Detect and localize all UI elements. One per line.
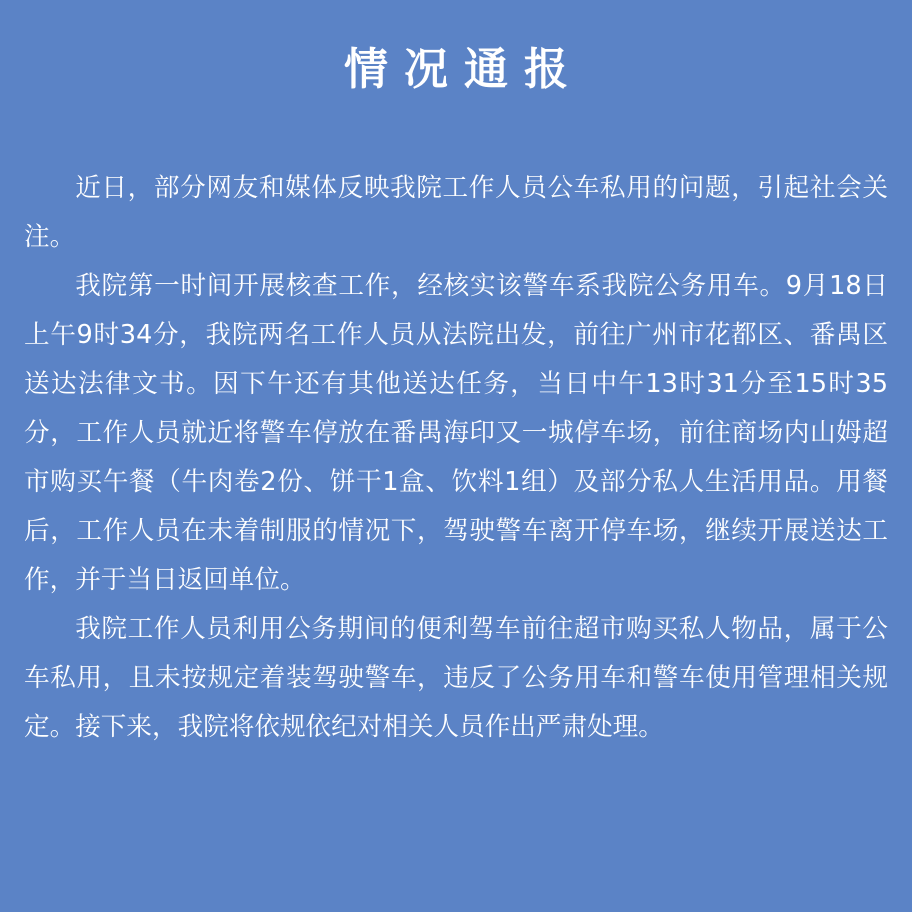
- notice-title: 情况通报: [344, 44, 584, 95]
- paragraph-3: 我院工作人员利用公务期间的便利驾车前往超市购买私人物品，属于公车私用，且未按规定着装驾驶警车，违反了公务用车和警车使用管理相关规定。接下来，我院将依规依纪对相关人员作出严肃处理。: [24, 614, 888, 742]
- notice-body: [24, 164, 888, 752]
- paragraph-2: 我院第一时间开展核查工作，经核实该警车系我院公务用车。9月18日上午9时34分，我院两名工作人员从法院出发，前往广州市花都区、番禺区送达法律文书。因下午还有其他送达任务，当日中午13时31分至15时35分，工作人员就近将警车停放在番禺海印又一城停车场，前往商场内山姆超市购买午餐（牛肉卷2份、饼干1盒、饮料1组）及部分私人生活用品。用餐后，工作人员在未着制服的情况下，驾驶警车离开停车场，继续开展送达工作，并于当日返回单位。: [24, 271, 888, 595]
- paragraph-1: 近日，部分网友和媒体反映我院工作人员公车私用的问题，引起社会关注。: [24, 173, 888, 252]
